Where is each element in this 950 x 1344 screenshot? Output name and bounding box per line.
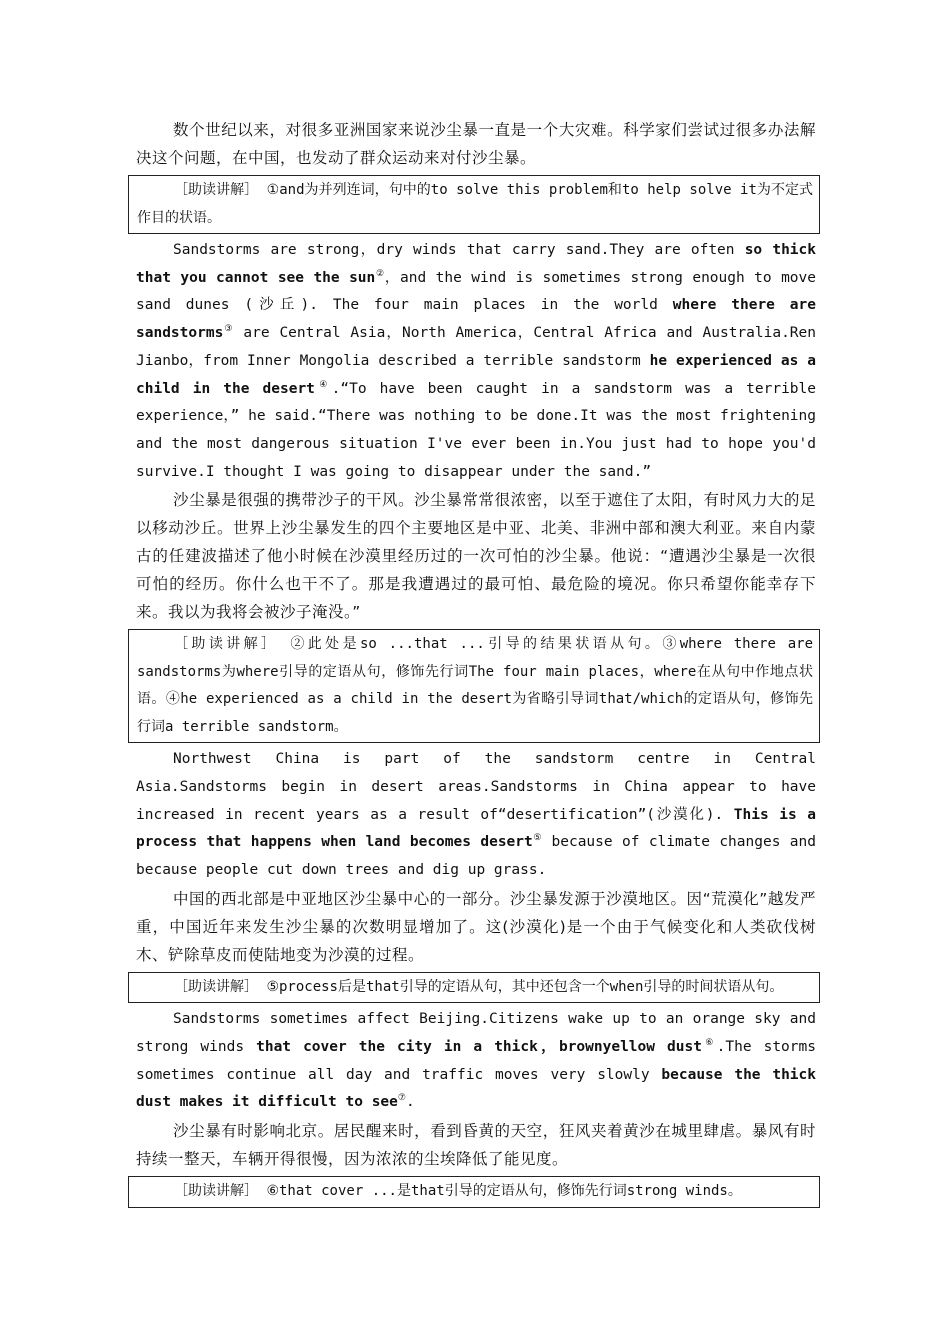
highlighted-clause: because the thick dust makes it difficult to see <box>136 1066 816 1111</box>
paragraph-translation-2: 沙尘暴是很强的携带沙子的干风。沙尘暴常常很浓密，以至于遮住了太阳，有时风力大的足以移动沙丘。世界上沙尘暴发生的四个主要地区是中亚、北美、非洲中部和澳大利亚。来自内蒙古的任建波描述了他小时候在沙漠里经历过的一次可怕的沙尘暴。他说：“遭遇沙尘暴是一次很可怕的经历。你什么也干不了。那是我遭遇过的最可怕、最危险的境况。你只希望你能幸存下来。我以为我将会被沙子淹没。” <box>136 491 816 622</box>
reading-note-4 <box>128 1176 820 1208</box>
note-text: ①and为并列连词，句中的to solve this problem和to help solve it为不定式作目的状语。 <box>137 182 813 226</box>
note-text: ⑤process后是that引导的定语从句，其中还包含一个when引导的时间状语从句。 <box>266 978 784 995</box>
text-segment: .The storms sometimes continue all day and traffic moves very slowly <box>136 1039 816 1083</box>
text-segment: . <box>405 1094 415 1111</box>
reading-note-2 <box>128 629 820 743</box>
text-segment: because of climate changes and because people cut down trees and dig up grass. <box>136 834 816 879</box>
note-marker: ⑥ <box>701 1038 717 1049</box>
document-page <box>136 116 816 1211</box>
text-segment: Sandstorms sometimes affect Beijing.Citizens wake up to an orange sky and strong winds <box>136 1011 816 1056</box>
note-marker: ⑤ <box>532 833 543 844</box>
paragraph-translation-4: 沙尘暴有时影响北京。居民醒来时，看到昏黄的天空，狂风夹着黄沙在城里肆虐。暴风有时持续一整天，车辆开得很慢，因为浓浓的尘埃降低了能见度。 <box>136 1122 816 1169</box>
note-label: ［助读讲解］ <box>174 1183 258 1200</box>
paragraph-translation-1: 数个世纪以来，对很多亚洲国家来说沙尘暴一直是一个大灾难。科学家们尝试过很多办法解决这个问题，在中国，也发动了群众运动来对付沙尘暴。 <box>136 121 816 167</box>
highlighted-clause: that cover the city in a thick，brownyellow dust <box>256 1039 702 1056</box>
note-marker: ③ <box>223 324 234 335</box>
text-segment: ，and the wind is sometimes strong enough to move sand dunes (沙丘). The four main places in the world <box>136 269 816 314</box>
paragraph-english-1 <box>136 237 816 486</box>
text-segment: .“To have been caught in a sandstorm was a terrible experience，” he said.“There was nothing to be done.It was the most frightening and the most dangerous situation I've ever been in.You just had to hope you'd survive.I thought I was going to disappear under the sand.” <box>136 380 816 480</box>
paragraph-english-2 <box>136 746 816 885</box>
note-text: ⑥that cover ...是that引导的定语从句，修饰先行词strong winds。 <box>266 1183 742 1200</box>
note-label: ［助读讲解］ <box>174 978 258 995</box>
note-marker: ② <box>375 268 385 279</box>
note-marker: ⑦ <box>397 1093 406 1104</box>
highlighted-clause: where there are sandstorms <box>136 297 816 342</box>
text-segment: are Central Asia，North America，Central Africa and Australia.Ren Jianbo，from Inner Mongolia described a terrible sandstorm <box>136 325 816 369</box>
note-text: ②此处是so ...that ...引导的结果状语从句。③where there are sandstorms为where引导的定语从句，修饰先行词The four main places，where在从句中作地点状语。④he experienced as a child in the desert为省略引导词that/which的定语从句，修饰先行词a terrible sandstorm。 <box>137 636 814 735</box>
text-segment: Sandstorms are strong，dry winds that carry sand.They are often <box>173 242 745 258</box>
reading-note-1 <box>128 175 820 234</box>
highlighted-clause: he experienced as a child in the desert <box>136 352 816 397</box>
note-marker: ④ <box>314 379 332 390</box>
note-label: ［助读讲解］ <box>174 182 259 198</box>
paragraph-english-3 <box>136 1006 816 1117</box>
highlighted-clause: This is a process that happens when land becomes desert <box>136 806 816 851</box>
reading-note-3 <box>128 972 820 1004</box>
highlighted-clause: so thick that you cannot see the sun <box>136 242 816 286</box>
note-label: ［助读讲解］ <box>174 636 279 653</box>
paragraph-translation-3: 中国的西北部是中亚地区沙尘暴中心的一部分。沙尘暴发源于沙漠地区。因“荒漠化”越发严重，中国近年来发生沙尘暴的次数明显增加了。这(沙漠化)是一个由于气候变化和人类砍伐树木、铲除草皮而使陆地变为沙漠的过程。 <box>136 889 816 964</box>
text-segment: Northwest China is part of the sandstorm centre in Central Asia.Sandstorms begin in desert areas.Sandstorms in China appear to have increased in recent years as a result of“desertification”(沙漠化). <box>136 751 816 823</box>
